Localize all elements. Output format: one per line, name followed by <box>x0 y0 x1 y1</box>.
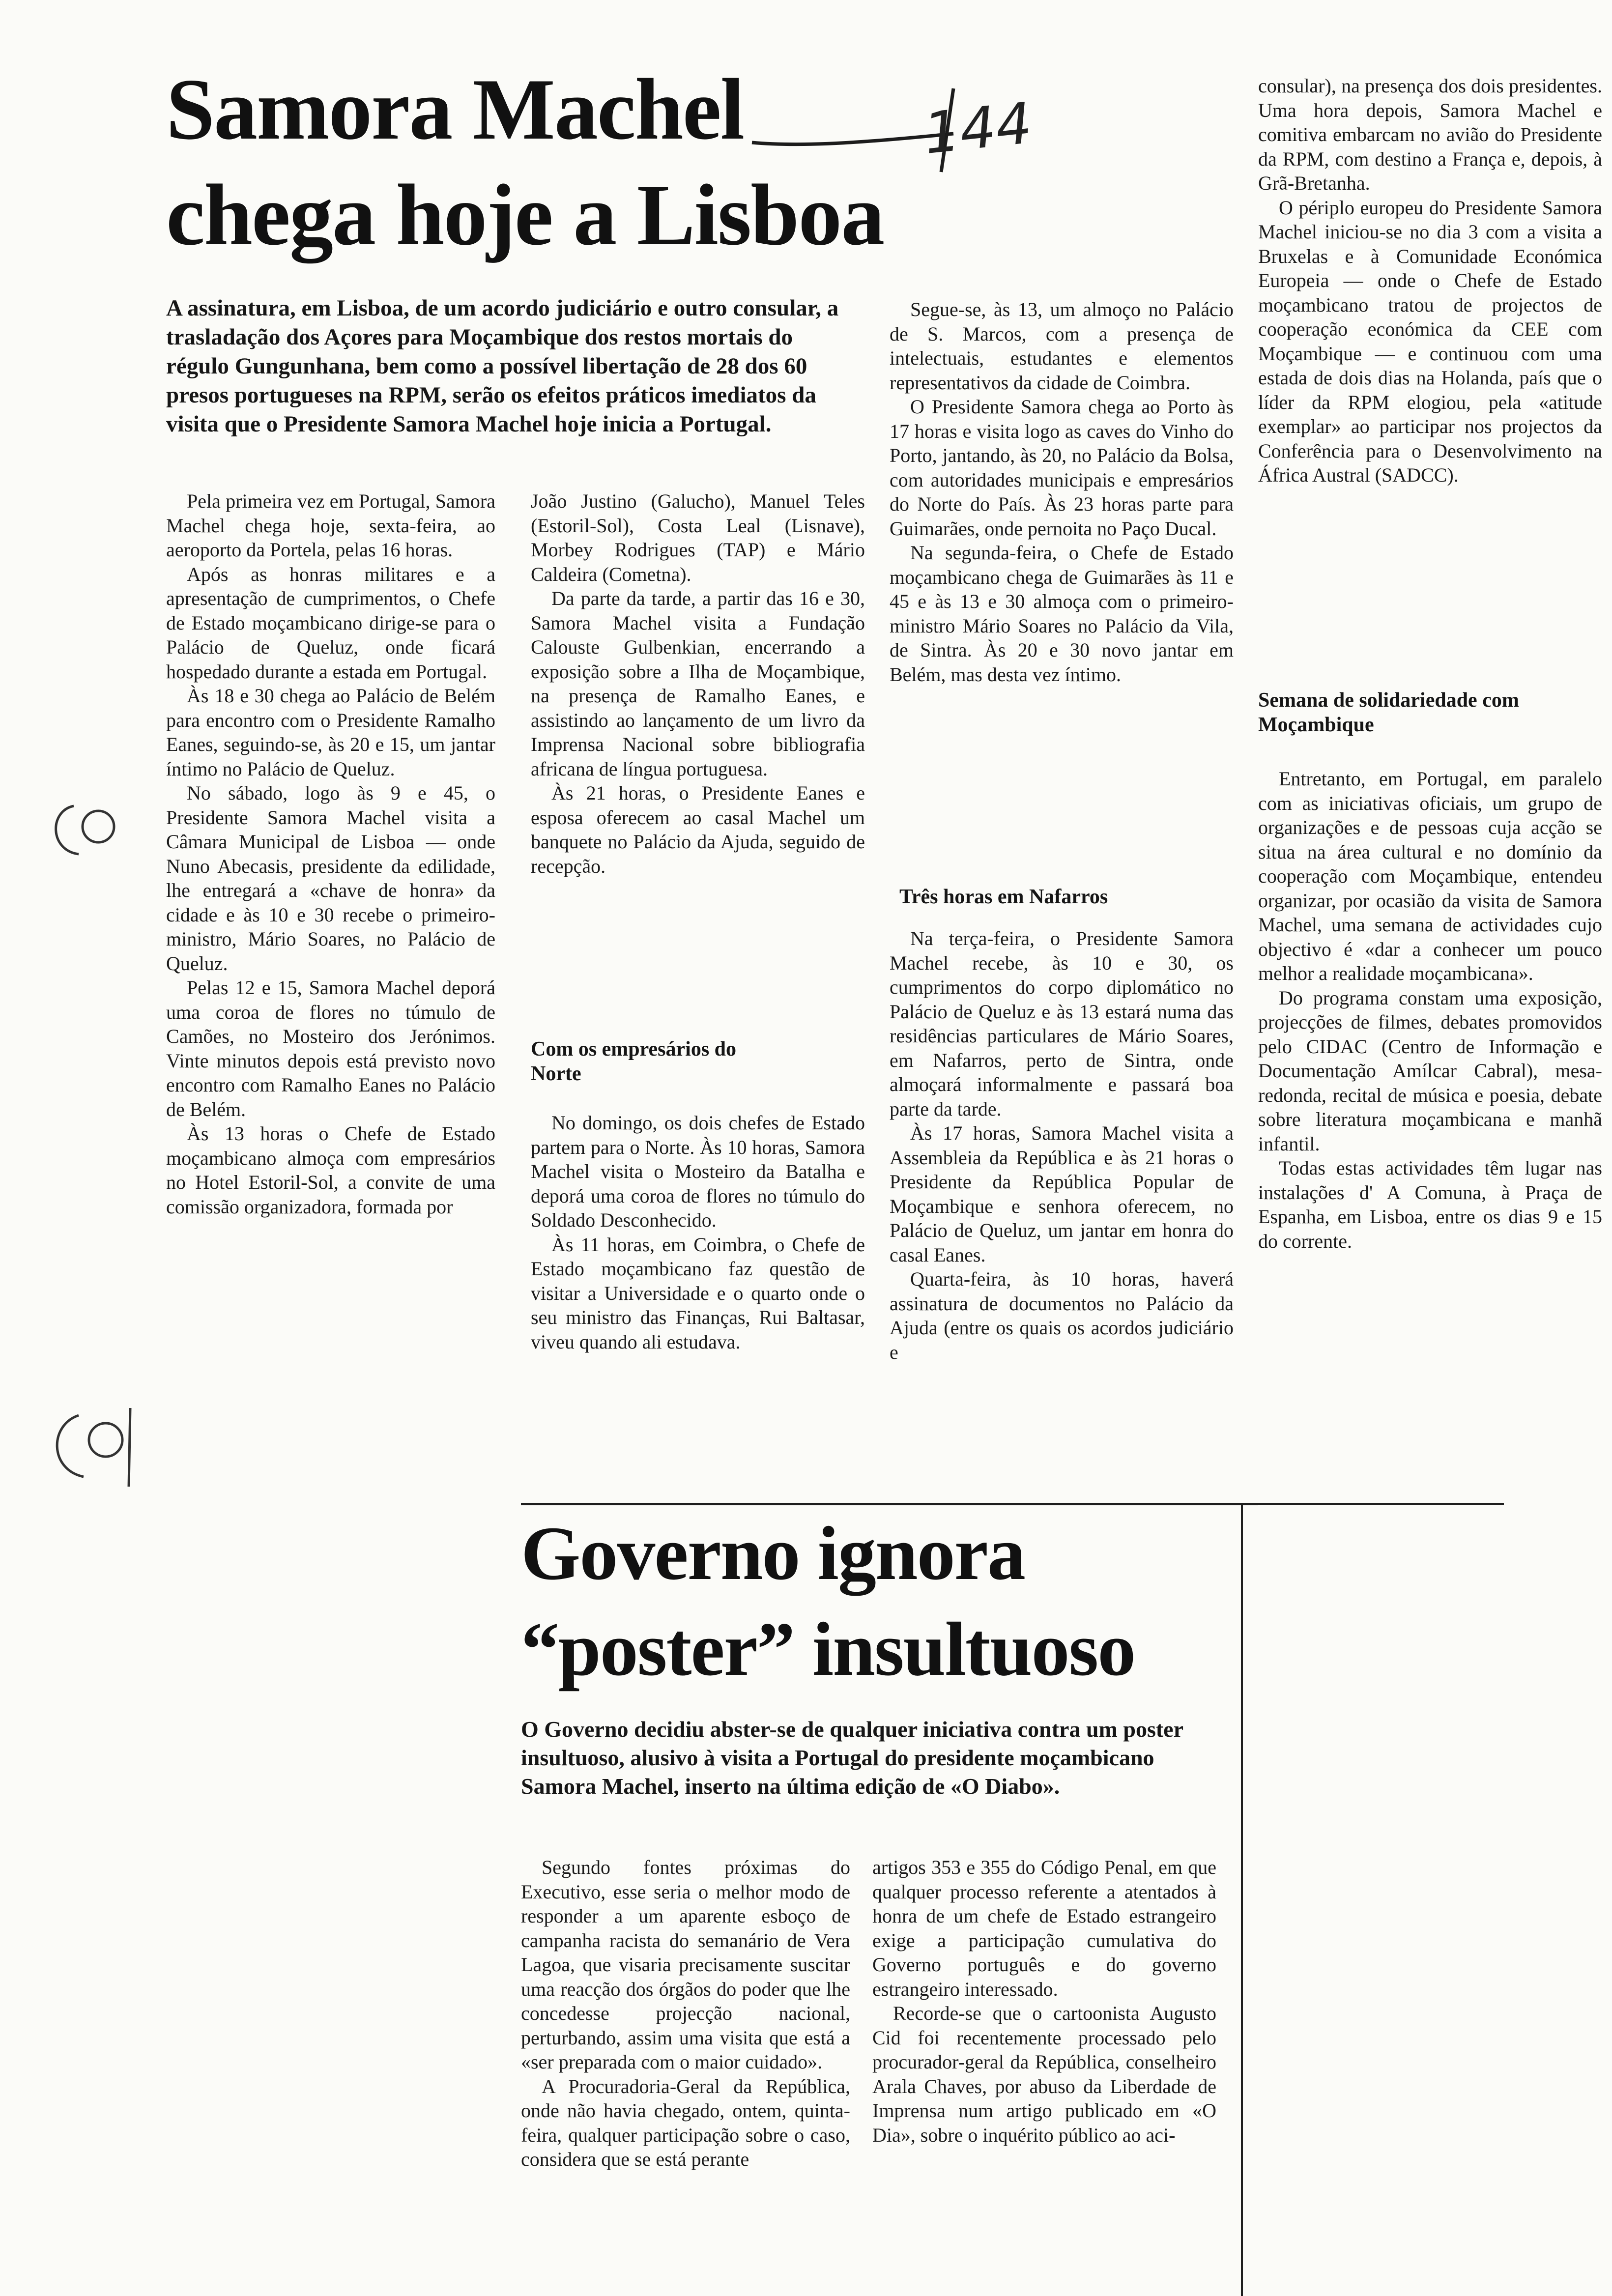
article2-column-2 <box>872 1855 1216 2147</box>
article1-subhead-nafarros: Três horas em Nafarros <box>899 886 1108 908</box>
paragraph: Quarta-feira, às 10 horas, haverá assinatura de documentos no Palácio da Ajuda (entre os quais os acordos judiciário e <box>890 1268 1234 1363</box>
article1-column-4a <box>1258 74 1602 488</box>
paragraph: João Justino (Galucho), Manuel Teles (Estoril-Sol), Costa Leal (Lisnave), Morbey Rodrigues (TAP) e Mário Caldeira (Cometna). <box>531 490 865 585</box>
article1-headline-line1: Samora Machel <box>166 60 744 158</box>
binder-hole-mark-icon <box>39 1406 143 1489</box>
paragraph: O périplo europeu do Presidente Samora Machel iniciou-se no dia 3 com a visita a Bruxelas e à Comunidade Económica Europeia — onde o Chefe de Estado moçambicano tratou de projectos de cooperação económica da CEE com Moçambique — e continuou com uma estada de dois dias na Holanda, país que o líder da RPM elogiou, pela «atitude exemplar» ao participar nos projectos da Conferência para o Desenvolvimento na África Austral (SADCC). <box>1258 196 1602 486</box>
column-divider-rule <box>1241 1504 1243 2296</box>
paragraph: Pelas 12 e 15, Samora Machel deporá uma coroa de flores no túmulo de Camões, no Mosteiro dos Jerónimos. Vinte minutos depois está previsto novo encontro com Ramalho Eanes no Palácio de Belém. <box>166 976 495 1120</box>
paragraph: Após as honras militares e a apresentação de cumprimentos, o Chefe de Estado moçambicano dirige-se para o Palácio de Queluz, onde ficará hospedado durante a estada em Portugal. <box>166 563 495 683</box>
paragraph: Na terça-feira, o Presidente Samora Machel recebe, às 10 e 30, os cumprimentos do corpo diplomático no Palácio de Queluz e às 13 estará numa das residências particulares de Mário Soares, em Nafarros, perto de Sintra, onde almoçará informalmente e passará boa parte da tarde. <box>890 927 1234 1120</box>
article1-column-3a <box>890 297 1234 687</box>
article1-column-1 <box>166 489 495 1219</box>
paragraph: O Presidente Samora chega ao Porto às 17 horas e visita logo as caves do Vinho do Porto, jantando, às 20, no Palácio da Bolsa, com autoridades municipais e empresários do Norte do País. Às 23 horas parte para Guimarães, onde pernoita no Paço Ducal. <box>890 396 1234 540</box>
paragraph: No sábado, logo às 9 e 45, o Presidente Samora Machel visita a Câmara Municipal de Lisboa — onde Nuno Abecasis, presidente da edilidade, lhe entregará a «chave de honra» da cidade e às 10 e 30 recebe o primeiro-ministro, Mário Soares, no Palácio de Queluz. <box>166 782 495 975</box>
article1-headline-line2: chega hoje a Lisboa <box>166 166 884 263</box>
paragraph: Entretanto, em Portugal, em paralelo com as iniciativas oficiais, um grupo de organizações e de pessoas cuja acção se situa na área cultural e no domínio da cooperação com Moçambique, entendeu organizar, por ocasião da visita de Samora Machel, uma semana de actividades cujo objectivo é «dar a conhecer um pouco melhor a realidade moçambicana». <box>1258 768 1602 984</box>
article1-column-2b <box>531 1111 865 1354</box>
article2-deck: O Governo decidiu abster-se de qualquer iniciativa contra um poster insultuoso, alusivo à visita a Portugal do presidente moçambicano Samora Machel, inserto na última edição de «O Diabo». <box>521 1717 1183 1799</box>
paragraph: A Procuradoria-Geral da República, onde não havia chegado, ontem, quinta-feira, qualquer participação sobre o caso, considera que se está perante <box>521 2075 850 2170</box>
article2-column-1 <box>521 1855 850 2172</box>
paragraph: Recorde-se que o cartoonista Augusto Cid foi recentemente processado pelo procurador-geral da República, conselheiro Arala Chaves, por abuso da Liberdade de Imprensa num artigo publicado em «O Dia», sobre o inquérito público ao aci- <box>872 2002 1216 2146</box>
paragraph: artigos 353 e 355 do Código Penal, em que qualquer processo referente a atentados à honra de um chefe de Estado estrangeiro exige a participação cumulativa do Governo português e do governo estrangeiro interessado. <box>872 1856 1216 2000</box>
paragraph: No domingo, os dois chefes de Estado partem para o Norte. Às 10 horas, Samora Machel visita o Mosteiro da Batalha e deporá uma coroa de flores no túmulo do Soldado Desconhecido. <box>531 1112 865 1231</box>
article-divider-rule <box>1248 1503 1504 1505</box>
paragraph: Na segunda-feira, o Chefe de Estado moçambicano chega de Guimarães às 11 e 45 e às 13 e 30 almoça com o primeiro-ministro Mário Soares no Palácio da Vila, de Sintra. Às 20 e 30 novo jantar em Belém, mas desta vez íntimo. <box>890 542 1234 686</box>
paragraph: Pela primeira vez em Portugal, Samora Machel chega hoje, sexta-feira, ao aeroporto da Portela, pelas 16 horas. <box>166 490 495 561</box>
article2-headline-line2: “poster” insultuoso <box>521 1607 1135 1692</box>
article1-column-4b <box>1258 767 1602 1253</box>
article1-column-2a <box>531 489 865 878</box>
paragraph: Às 21 horas, o Presidente Eanes e esposa oferecem ao casal Machel um banquete no Palácio da Ajuda, seguido de recepção. <box>531 782 865 877</box>
paragraph: Da parte da tarde, a partir das 16 e 30, Samora Machel visita a Fundação Calouste Gulbenkian, encerrando a exposição sobre a Ilha de Moçambique, na presença de Ramalho Eanes, e assistindo ao lançamento de um livro da Imprensa Nacional sobre bibliografia africana de língua portuguesa. <box>531 587 865 780</box>
paragraph: Do programa constam uma exposição, projecções de filmes, debates promovidos pelo CIDAC (Centro de Informação e Documentação Amílcar Cabral), mesa-redonda, recital de música e poesia, debate sobre literatura moçambicana e manhã infantil. <box>1258 986 1602 1155</box>
article1-subhead-semana: Semana de solidariedade com Moçambique <box>1258 689 1519 736</box>
article-divider-rule <box>521 1503 1258 1505</box>
paragraph: Segundo fontes próximas do Executivo, esse seria o melhor modo de responder a um aparente esboço de campanha racista do semanário de Vera Lagoa, que visaria precisamente suscitar uma reacção dos órgãos do poder que lhe concedesse projecção nacional, perturbando, assim uma visita que está a «ser preparada com o maior cuidado». <box>521 1856 850 2073</box>
paragraph: consular), na presença dos dois presidentes. Uma hora depois, Samora Machel e comitiva embarcam no avião do Presidente da RPM, com destino a França e, depois, à Grã-Bretanha. <box>1258 75 1602 194</box>
paragraph: Todas estas actividades têm lugar nas instalações d' A Comuna, à Praça de Espanha, em Lisboa, entre os dias 9 e 15 do corrente. <box>1258 1157 1602 1252</box>
article1-deck: A assinatura, em Lisboa, de um acordo judiciário e outro consular, a trasladação dos Açores para Moçambique dos restos mortais do régulo Gungunhana, bem como a possível libertação de 28 dos 60 presos portugueses na RPM, serão os efeitos práticos imediatos da visita que o Presidente Samora Machel hoje inicia a Portugal. <box>166 295 839 437</box>
paragraph: Às 11 horas, em Coimbra, o Chefe de Estado moçambicano faz questão de visitar a Universidade e o quarto onde o seu ministro das Finanças, Rui Baltasar, viveu quando ali estudava. <box>531 1233 865 1353</box>
handwritten-note: 144 <box>921 90 1035 168</box>
paragraph: Segue-se, às 13, um almoço no Palácio de S. Marcos, com a presença de intelectuais, estudantes e elementos representativos da cidade de Coimbra. <box>890 298 1234 394</box>
article1-column-3b <box>890 926 1234 1364</box>
article1-subhead-empresarios: Com os empresários do Norte <box>531 1038 737 1085</box>
binder-hole-mark-icon <box>39 796 123 865</box>
paragraph: Às 13 horas o Chefe de Estado moçambicano almoça com empresários no Hotel Estoril-Sol, a convite de uma comissão organizadora, formada por <box>166 1122 495 1218</box>
paragraph: Às 17 horas, Samora Machel visita a Assembleia da República e às 21 horas o Presidente da República Popular de Moçambique e senhora oferecem, no Palácio de Queluz, um jantar em honra do casal Eanes. <box>890 1122 1234 1266</box>
article2-headline-line1: Governo ignora <box>521 1511 1025 1596</box>
paragraph: Às 18 e 30 chega ao Palácio de Belém para encontro com o Presidente Ramalho Eanes, seguindo-se, às 20 e 15, um jantar íntimo no Palácio de Queluz. <box>166 685 495 780</box>
